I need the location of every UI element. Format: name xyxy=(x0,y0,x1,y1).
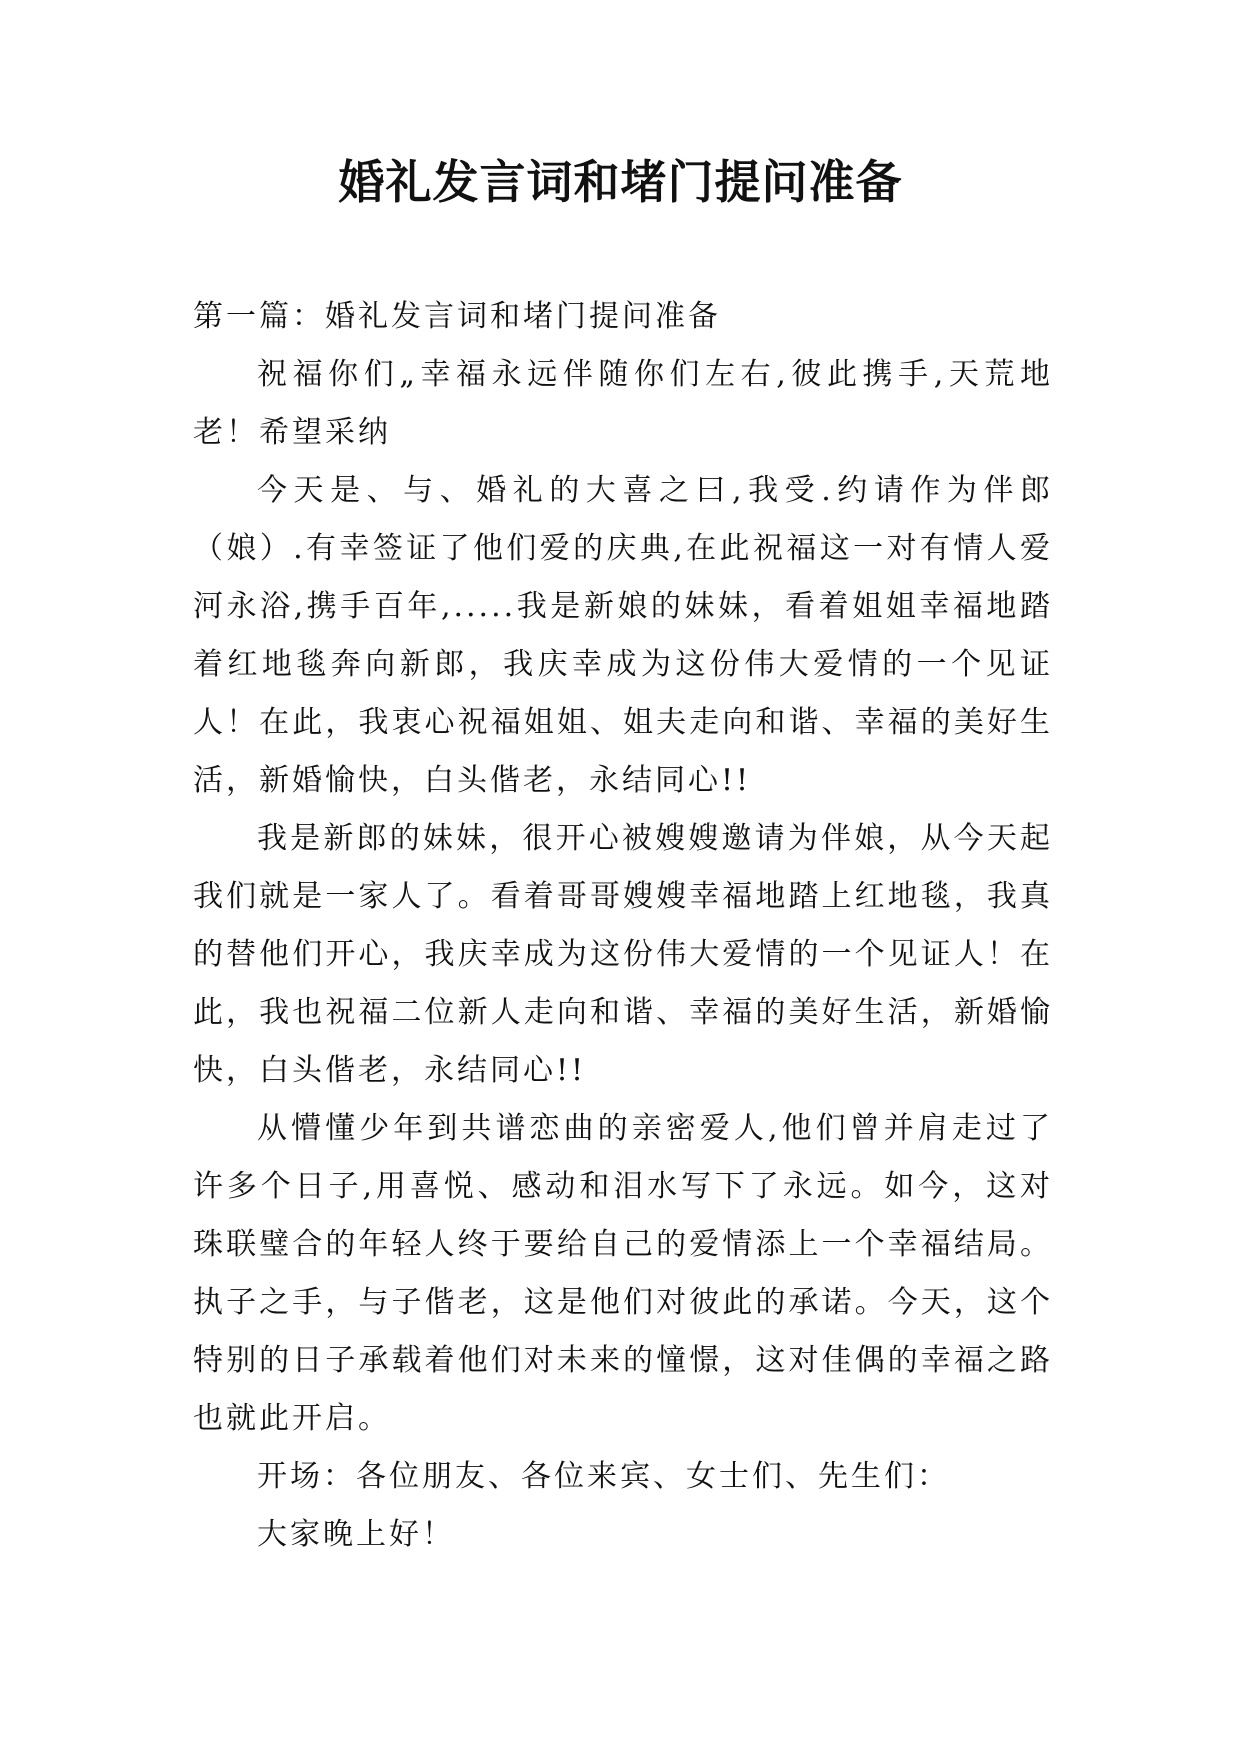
paragraph-opening: 开场：各位朋友、各位来宾、女士们、先生们： xyxy=(257,1459,950,1494)
document-title: 婚礼发言词和堵门提问准备 xyxy=(338,155,903,209)
paragraph-couple-story: 从懵懂少年到共谱恋曲的亲密爱人,他们曾并肩走过了许多个日子,用喜悦、感动和泪水写下了永远。如今，这对珠联璧合的年轻人终于要给自己的爱情添上一个幸福结局。执子之手，与子偕老，这是他们对彼此的承诺。今天，这个特别的日子承载着他们对未来的憧憬，这对佳偶的幸福之路也就此开启。 xyxy=(193,1111,1053,1436)
paragraph-bridesmaid-speech: 今天是、与、婚礼的大喜之曰,我受.约请作为伴郎（娘）.有幸签证了他们爱的庆典,在此祝福这一对有情人爱河永浴,携手百年,.....我是新娘的妹妹，看着姐姐幸福地踏着红地毯奔向新郎，我庆幸成为这份伟大爱情的一个见证人！在此，我衷心祝福姐姐、姐夫走向和谐、幸福的美好生活，新婚愉快，白头偕老，永结同心!! xyxy=(193,473,1053,798)
paragraph-groom-sister-speech: 我是新郎的妹妹，很开心被嫂嫂邀请为伴娘，从今天起我们就是一家人了。看着哥哥嫂嫂幸福地踏上红地毯，我真的替他们开心，我庆幸成为这份伟大爱情的一个见证人！在此，我也祝福二位新人走向和谐、幸福的美好生活，新婚愉快，白头偕老，永结同心!! xyxy=(193,821,1053,1088)
section-heading: 第一篇：婚礼发言词和堵门提问准备 xyxy=(193,299,721,334)
paragraph-blessing: 祝福你们„幸福永远伴随你们左右,彼此携手,天荒地老！希望采纳 xyxy=(193,357,1053,450)
paragraph-greeting: 大家晚上好！ xyxy=(257,1517,455,1552)
document-body xyxy=(193,288,1053,1564)
